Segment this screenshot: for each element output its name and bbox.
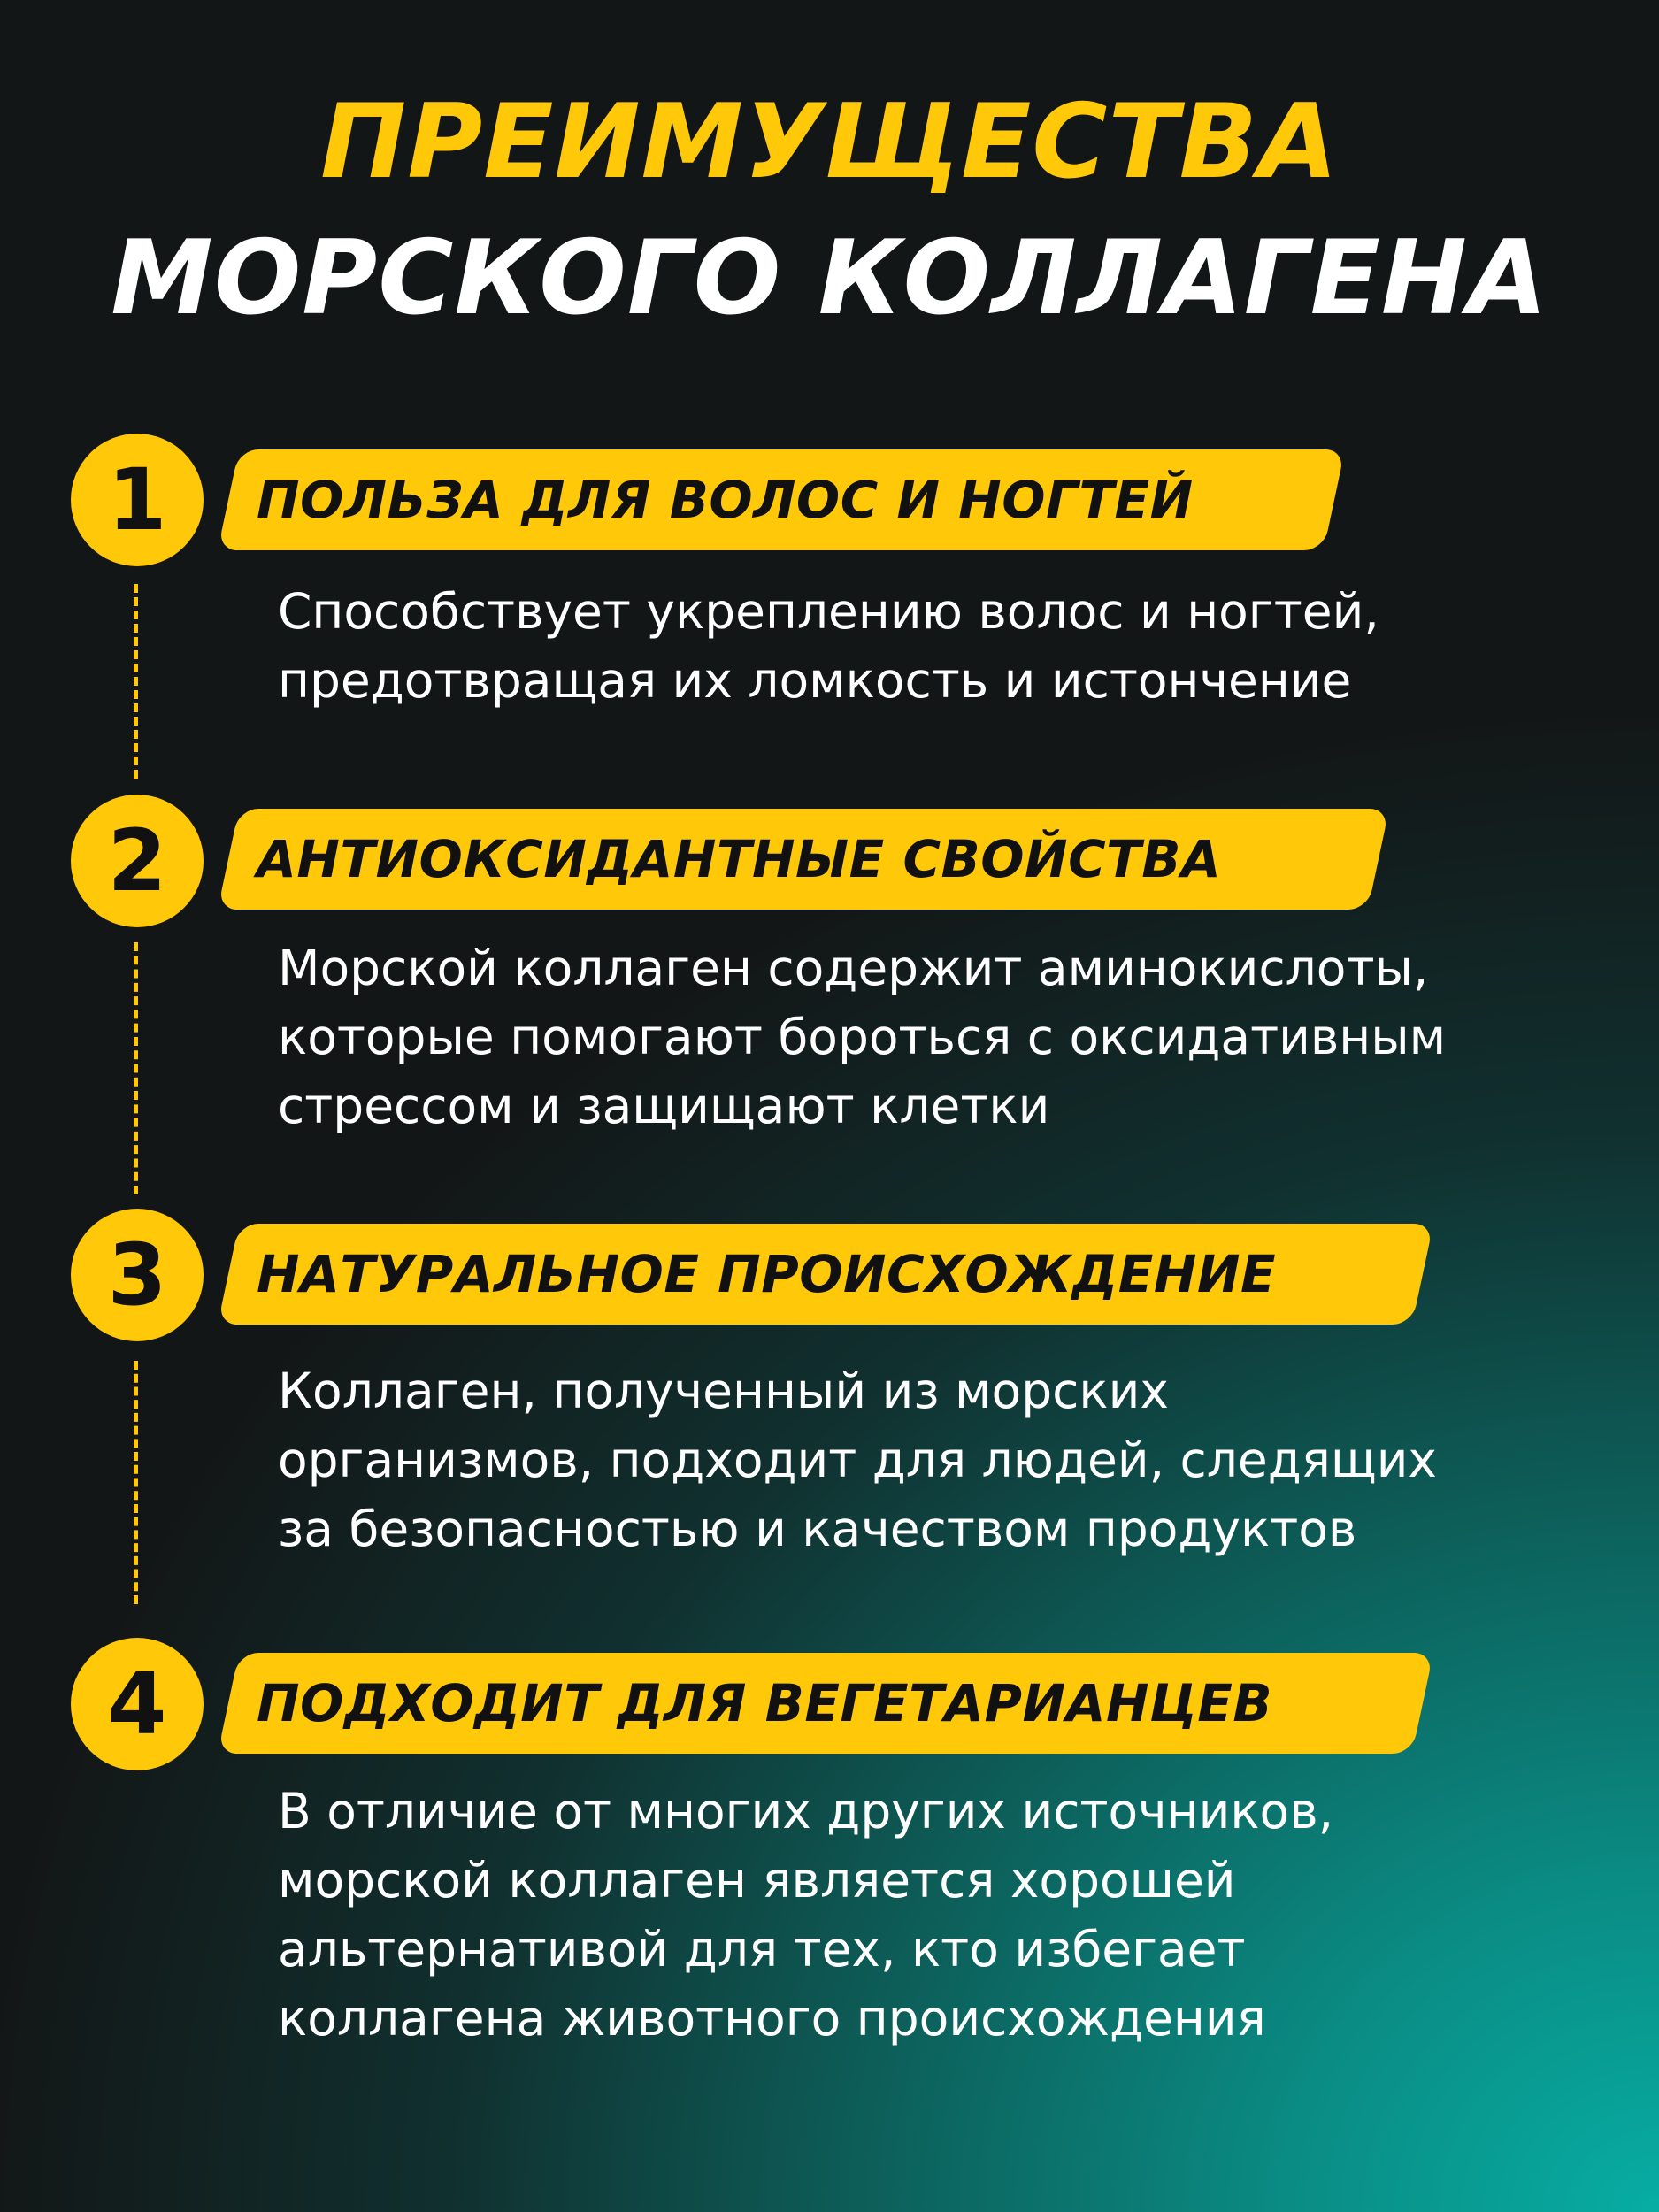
benefit-heading: АНТИОКСИДАНТНЫЕ СВОЙСТВА <box>257 829 1222 889</box>
connector-dash-2 <box>134 942 138 1194</box>
description-line: стрессом и защищают клетки <box>278 1078 1050 1134</box>
benefit-heading-pill <box>218 1224 1433 1325</box>
description-line: коллагена животного происхождения <box>278 1990 1266 2047</box>
description-line: В отличие от многих других источников, <box>278 1783 1334 1839</box>
benefit-description <box>278 933 1640 1141</box>
connector-dash-1 <box>134 584 138 779</box>
description-line: за безопасностью и качеством продуктов <box>278 1501 1357 1557</box>
title-line-2: МОРСКОГО КОЛЛАГЕНА <box>111 219 1548 338</box>
benefit-heading-pill <box>218 809 1389 910</box>
benefit-heading-pill <box>218 449 1345 550</box>
benefit-heading: ПОЛЬЗА ДЛЯ ВОЛОС И НОГТЕЙ <box>257 470 1194 530</box>
title-line-1: ПРЕИМУЩЕСТВА <box>320 82 1339 202</box>
description-line: которые помогают бороться с оксидативным <box>278 1009 1447 1065</box>
description-line: Морской коллаген содержит аминокислоты, <box>278 940 1429 996</box>
benefit-description <box>278 1356 1640 1563</box>
number-badge: 2 <box>71 795 204 927</box>
benefit-heading-pill <box>218 1653 1433 1754</box>
description-line: морской коллаген является хорошей <box>278 1852 1236 1909</box>
number-badge: 4 <box>71 1638 204 1770</box>
description-line: Способствует укреплению волос и ногтей, <box>278 583 1379 640</box>
connector-dash-3 <box>134 1361 138 1604</box>
description-line: предотвращая их ломкость и истончение <box>278 652 1352 709</box>
number-badge: 1 <box>71 434 204 566</box>
benefit-description <box>278 1777 1640 2053</box>
number-badge: 3 <box>71 1209 204 1341</box>
description-line: альтернативой для тех, кто избегает <box>278 1921 1246 1978</box>
benefit-heading: ПОДХОДИТ ДЛЯ ВЕГЕТАРИАНЦЕВ <box>257 1673 1273 1733</box>
benefit-description <box>278 577 1640 715</box>
description-line: организмов, подходит для людей, следящих <box>278 1432 1437 1488</box>
benefit-heading: НАТУРАЛЬНОЕ ПРОИСХОЖДЕНИЕ <box>257 1244 1277 1304</box>
description-line: Коллаген, полученный из морских <box>278 1363 1169 1419</box>
